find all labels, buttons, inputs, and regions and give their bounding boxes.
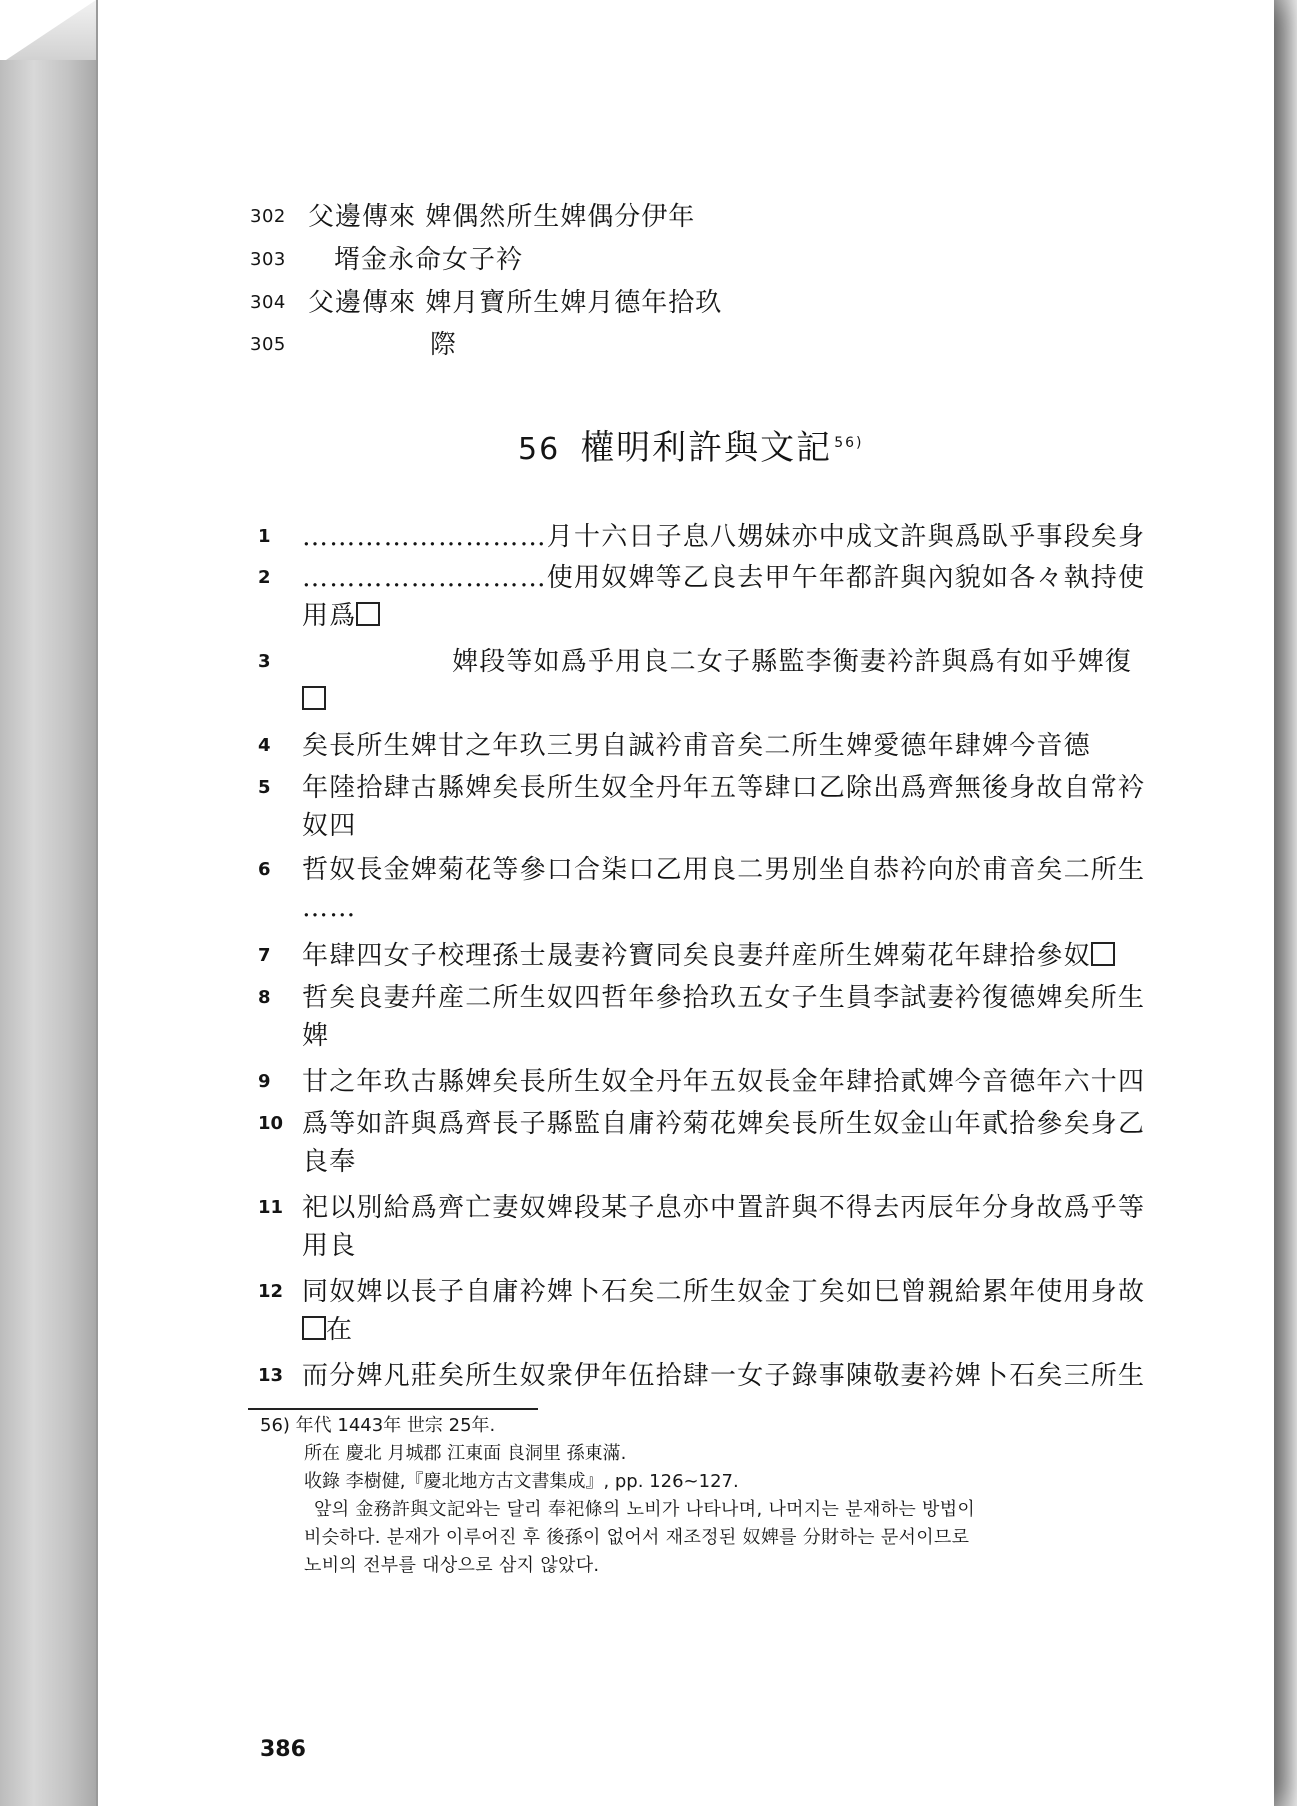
line-number: 303: [250, 249, 286, 270]
line-number: 1: [258, 526, 271, 547]
line-text: 父邊傳來 婢月寶所生婢月德年拾玖: [308, 288, 723, 318]
line-text: ………………………月十六日子息八娚妹亦中成文許與爲臥乎事段矣身: [302, 522, 1146, 552]
line-number: 7: [258, 945, 271, 966]
line-text-continuation: 用爲: [302, 601, 357, 631]
line-text: 父邊傳來 婢偶然所生婢偶分伊年: [308, 202, 696, 232]
line-text: 際: [430, 330, 458, 360]
line-text-continuation: 在: [326, 1315, 354, 1345]
lacuna-box: [302, 686, 326, 710]
line-number: 5: [258, 777, 271, 798]
continuation-line: [98, 324, 1274, 364]
lacuna-box: [302, 1316, 326, 1340]
footnote-note-line: 앞의 金務許與文記와는 달리 奉祀條의 노비가 나타나며, 나머지는 분재하는 방법이: [314, 1499, 976, 1520]
line-text: 婢段等如爲乎用良二女子縣監李衡妻衿許與爲有如乎婢復: [452, 647, 1133, 677]
line-text: 矣長所生婢甘之年玖三男自誠衿甫音矣二所生婢愛德年肆婢今音德: [302, 731, 1091, 761]
section-title-text: 權明利許與文記: [580, 428, 833, 468]
line-text-continuation: 良奉: [302, 1147, 357, 1177]
line-text: 哲矣良妻幷産二所生奴四哲年參拾玖五女子生員李試妻衿復德婢矣所生: [302, 983, 1146, 1013]
section-title: [518, 420, 863, 469]
section-number: 56: [518, 432, 561, 467]
line-number: 8: [258, 987, 271, 1008]
footnote-source: 收錄 李樹健,『慶北地方古文書集成』, pp. 126~127.: [304, 1471, 739, 1492]
footnote-rule: [248, 1408, 538, 1410]
continuation-line: [98, 196, 1274, 236]
book-spine: [0, 60, 96, 1806]
lacuna-box: [356, 602, 380, 626]
line-text: 年陸拾肆古縣婢矣長所生奴全丹年五等肆口乙除出爲齊無後身故自常衿: [302, 773, 1146, 803]
line-text: 哲奴長金婢菊花等參口合柒口乙用良二男別坐自恭衿向於甫音矣二所生: [302, 855, 1146, 885]
page: [96, 0, 1274, 1806]
line-text: 壻金永命女子衿: [334, 245, 524, 275]
line-number: 305: [250, 334, 286, 355]
line-number: 9: [258, 1071, 271, 1092]
page-number: 386: [260, 1737, 306, 1762]
book-spine-top: [0, 0, 100, 64]
footnote-note-line: 노비의 전부를 대상으로 삼지 않았다.: [304, 1555, 600, 1576]
footnote-note-line: 비슷하다. 분재가 이루어진 후 後孫이 없어서 재조정된 奴婢를 分財하는 문서이므로: [304, 1527, 970, 1548]
line-number: 3: [258, 651, 271, 672]
lacuna-box: [1091, 942, 1115, 966]
line-number: 6: [258, 859, 271, 880]
line-number: 4: [258, 735, 271, 756]
footnote-era: 年代 1443年 世宗 25年.: [295, 1415, 496, 1436]
continuation-line: [98, 282, 1274, 322]
line-text: 同奴婢以長子自庸衿婢卜石矣二所生奴金丁矣如巳曾親給累年使用身故: [302, 1277, 1146, 1307]
line-text-continuation: 婢: [302, 1021, 330, 1051]
line-text: 甘之年玖古縣婢矣長所生奴全丹年五奴長金年肆拾貳婢今音德年六十四: [302, 1067, 1146, 1097]
line-text-continuation: 用良: [302, 1231, 357, 1261]
line-text: 爲等如許與爲齊長子縣監自庸衿菊花婢矣長所生奴金山年貳拾參矣身乙: [302, 1109, 1146, 1139]
footnote-location: 所在 慶北 月城郡 江東面 良洞里 孫東滿.: [304, 1443, 627, 1464]
line-text-continuation: ……: [302, 893, 357, 923]
page-edge: [1272, 0, 1297, 1806]
continuation-line: [98, 239, 1274, 279]
line-number: 10: [258, 1113, 284, 1134]
footnote-ref: 56): [834, 434, 864, 451]
line-text: 而分婢凡莊矣所生奴衆伊年伍拾肆一女子錄事陳敬妻衿婢卜石矣三所生: [302, 1361, 1146, 1391]
footnote: [260, 1412, 1250, 1580]
line-number: 302: [250, 206, 286, 227]
line-text: 祀以別給爲齊亡妻奴婢段某子息亦中置許與不得去丙辰年分身故爲乎等: [302, 1193, 1146, 1223]
line-number: 304: [250, 292, 286, 313]
footnote-label: 56): [260, 1415, 290, 1436]
line-text: ………………………使用奴婢等乙良去甲午年都許與內貌如各々執持使: [302, 563, 1146, 593]
line-text: 年肆四女子校理孫士晟妻衿寶同矣良妻幷産所生婢菊花年肆拾參奴: [302, 941, 1091, 971]
line-number: 11: [258, 1197, 284, 1218]
line-text-continuation: 奴四: [302, 811, 357, 841]
line-number: 2: [258, 567, 271, 588]
line-number: 13: [258, 1365, 284, 1386]
line-number: 12: [258, 1281, 284, 1302]
